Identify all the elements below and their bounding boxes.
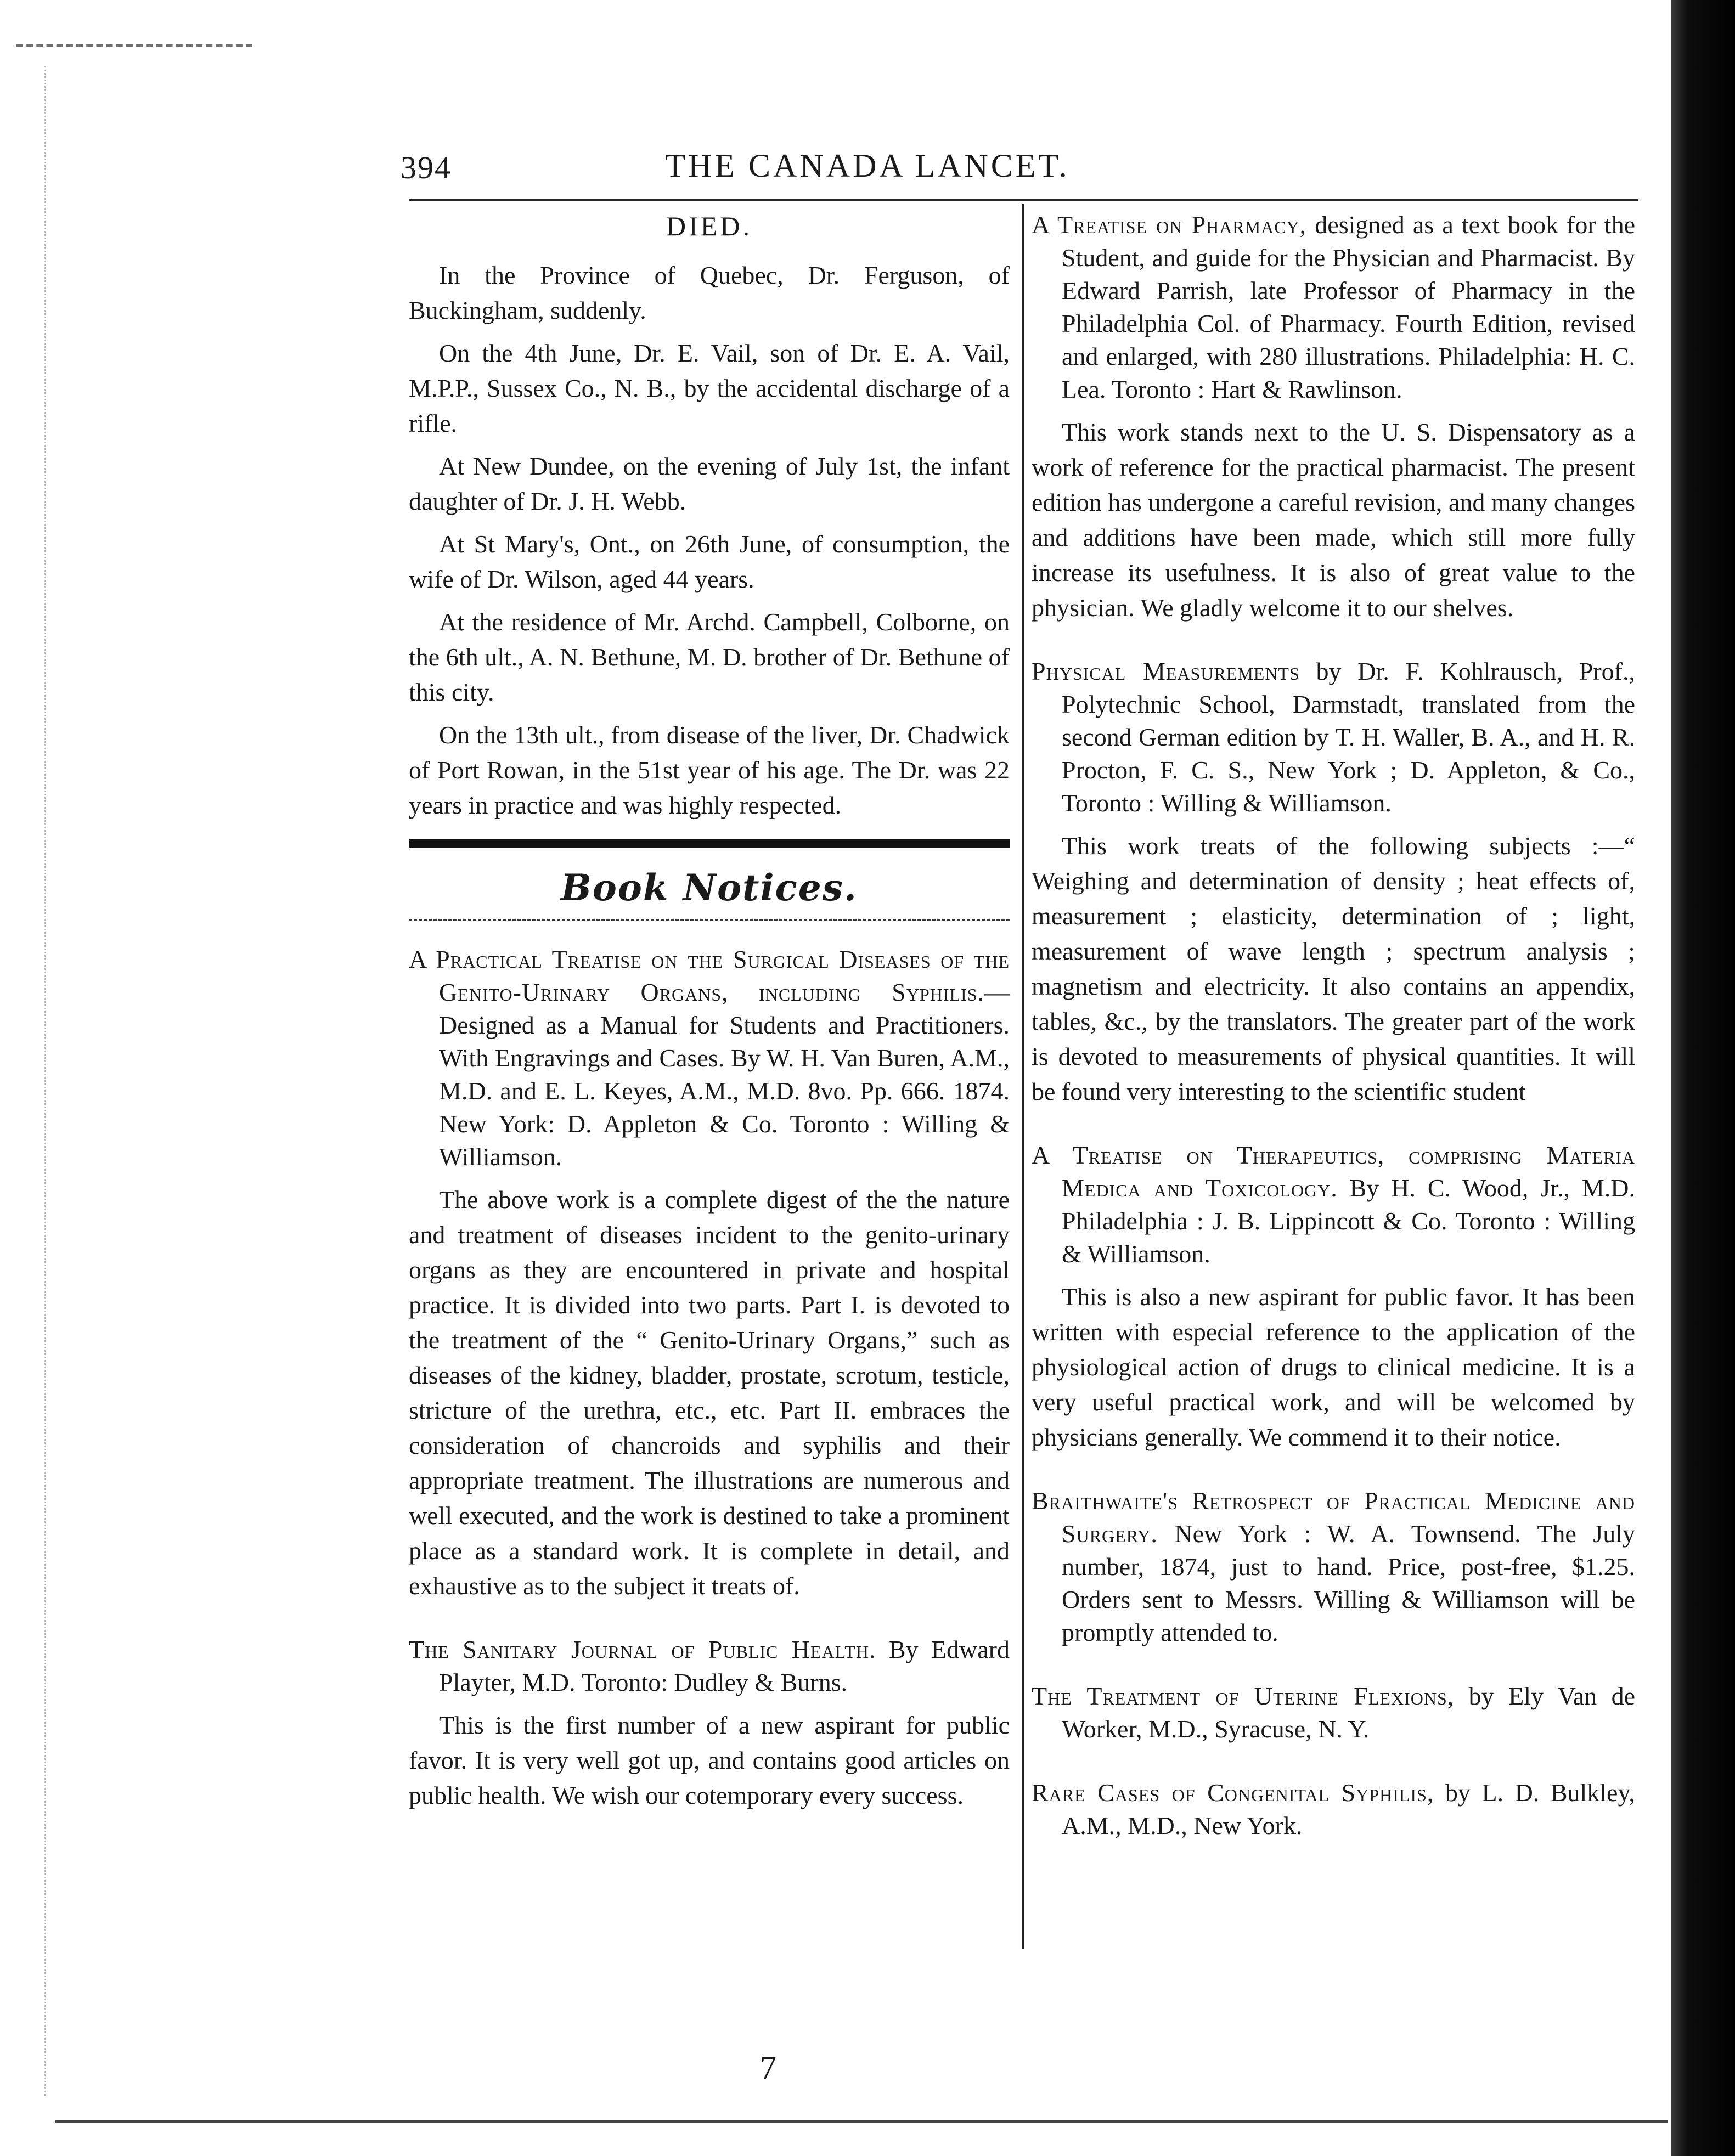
notice-details: —Designed as a Manual for Students and Practitioners. With Engravings and Cases. By W. H. Van Buren, A.M., M.D. and E. L. Keyes, A.M., M.D. 8vo. Pp. 666. 1874. New York: D. Appleton & Co. Toronto : Willing & Williamson. (439, 978, 1010, 1171)
notice-details: by L. D. Bulkley, A.M., M.D., New York. (1062, 1779, 1635, 1839)
notice-title: A Treatise on Pharmacy, (1032, 211, 1307, 239)
scan-edge-top (16, 44, 252, 52)
died-heading: DIED. (666, 211, 752, 241)
notice-heading (1032, 655, 1635, 820)
left-column (409, 208, 1010, 1821)
header-rule (409, 199, 1638, 201)
spacer (1032, 1658, 1635, 1680)
scan-edge-bottom (55, 2120, 1668, 2145)
spacer (1032, 1117, 1635, 1139)
died-paragraph: At St Mary's, Ont., on 26th June, of consumption, the wife of Dr. Wilson, aged 44 years. (409, 530, 1010, 593)
died-paragraph: On the 4th June, Dr. E. Vail, son of Dr. E. A. Vail, M.P.P., Sussex Co., N. B., by the accidental discharge of a rifle. (409, 339, 1010, 437)
title-rule (409, 919, 1010, 921)
scan-edge-left (44, 66, 50, 2096)
notice-body: This is also a new aspirant for public favor. It has been written with especial reference to the application of the physiological action of drugs to clinical medicine. It is a very useful practical work, and will be welcomed by physicians generally. We commend it to their notice. (1032, 1283, 1635, 1451)
notice-heading (1032, 208, 1635, 406)
column-divider (1022, 204, 1024, 1949)
notice-heading (1032, 1139, 1635, 1271)
notice-details: by Ely Van de Worker, M.D., Syracuse, N. Y. (1062, 1682, 1635, 1743)
section-rule (409, 839, 1010, 848)
died-paragraph: In the Province of Quebec, Dr. Ferguson, of Buckingham, suddenly. (409, 261, 1010, 324)
notice-heading (409, 943, 1010, 1173)
died-paragraph: At New Dundee, on the evening of July 1st, the infant daughter of Dr. J. H. Webb. (409, 452, 1010, 515)
notice-details: designed as a text book for the Student, and guide for the Physician and Pharmacist. By Edward Parrish, late Professor of Pharmacy in the Philadelphia Col. of Pharmacy. Fourth Edition, revised and enlarged, with 280 illustrations. Philadelphia: H. C. Lea. Toronto : Hart & Rawlinson. (1062, 211, 1635, 403)
died-paragraph: On the 13th ult., from disease of the liver, Dr. Chadwick of Port Rowan, in the 51st year of his age. The Dr. was 22 years in practice and was highly respected. (409, 721, 1010, 819)
notice-title: The Sanitary Journal of Public Health. (409, 1635, 876, 1663)
spacer (1032, 1463, 1635, 1485)
notice-details: New York : W. A. Townsend. The July number, 1874, just to hand. Price, post-free, $1.25. Orders sent to Messrs. Willing & Williamson will be promptly attended to. (1062, 1520, 1635, 1646)
notice-body: This work treats of the following subjects :—“ Weighing and determination of density ; heat effects of, measurement ; elasticity, determination of ; light, measurement of wave length ; spectrum analysis ; magnetism and electricity. It also contains an appendix, tables, &c., by the translators. The greater part of the work is devoted to measurements of physical quantities. It will be found very interesting to the scientific student (1032, 832, 1635, 1105)
spacer (1032, 633, 1635, 655)
notice-body: The above work is a complete digest of the the nature and treatment of diseases incident to the genito-urinary organs as they are encountered in private and hospital practice. It is divided into two parts. Part I. is devoted to the treatment of the “ Genito-Urinary Organs,” such as diseases of the kidney, bladder, prostate, scrotum, testicle, stricture of the urethra, etc., etc. Part II. embraces the consideration of chancroids and syphilis and their appropriate treatment. The illustrations are numerous and well executed, and the work is destined to take a prominent place as a standard work. It is complete in detail, and exhaustive as to the subject it treats of. (409, 1186, 1010, 1600)
notice-heading (1032, 1776, 1635, 1842)
spacer (1032, 1754, 1635, 1776)
died-paragraph: At the residence of Mr. Archd. Campbell, Colborne, on the 6th ult., A. N. Bethune, M. D. brother of Dr. Bethune of this city. (409, 608, 1010, 706)
notice-title: Rare Cases of Congenital Syphilis, (1032, 1779, 1434, 1807)
notice-title: A Practical Treatise on the Surgical Diseases of the Genito-Urinary Organs, including Syphilis. (409, 945, 1010, 1006)
notice-title: A Treatise on Therapeutics, comprising Materia Medica and Toxicology. (1032, 1141, 1635, 1202)
running-head: THE CANADA LANCET. (665, 148, 1070, 184)
page-number: 394 (401, 150, 452, 185)
notice-body: This is the first number of a new aspirant for public favor. It is very well got up, and contains good articles on public health. We wish our cotemporary every success. (409, 1711, 1010, 1809)
spacer (409, 1611, 1010, 1633)
notice-title: Physical Measurements (1032, 657, 1300, 685)
book-notices-title: Book Notices. (561, 866, 858, 909)
notice-title: The Treatment of Uterine Flexions, (1032, 1682, 1455, 1710)
scan-edge-right (1671, 0, 1735, 2156)
notice-details: By Edward Playter, M.D. Toronto: Dudley & Burns. (439, 1635, 1010, 1696)
notice-details: By H. C. Wood, Jr., M.D. Philadelphia : J. B. Lippincott & Co. Toronto : Willing & Williamson. (1062, 1174, 1635, 1268)
notice-heading (1032, 1485, 1635, 1649)
notice-heading (1032, 1680, 1635, 1746)
notice-body: This work stands next to the U. S. Dispensatory as a work of reference for the practical pharmacist. The present edition has undergone a careful revision, and many changes and additions have been made, which still more fully increase its usefulness. It is also of great value to the physician. We gladly welcome it to our shelves. (1032, 418, 1635, 622)
notice-details: by Dr. F. Kohlrausch, Prof., Polytechnic School, Darmstadt, translated from the second German edition by T. H. Waller, B. A., and H. R. Procton, F. C. S., New York ; D. Appleton, & Co., Toronto : Willing & Williamson. (1062, 657, 1635, 817)
footer-mark: 7 (760, 2050, 776, 2086)
notice-title: Braithwaite's Retrospect of Practical Medicine and Surgery. (1032, 1487, 1635, 1548)
notice-heading (409, 1633, 1010, 1699)
right-column (1032, 208, 1635, 1851)
